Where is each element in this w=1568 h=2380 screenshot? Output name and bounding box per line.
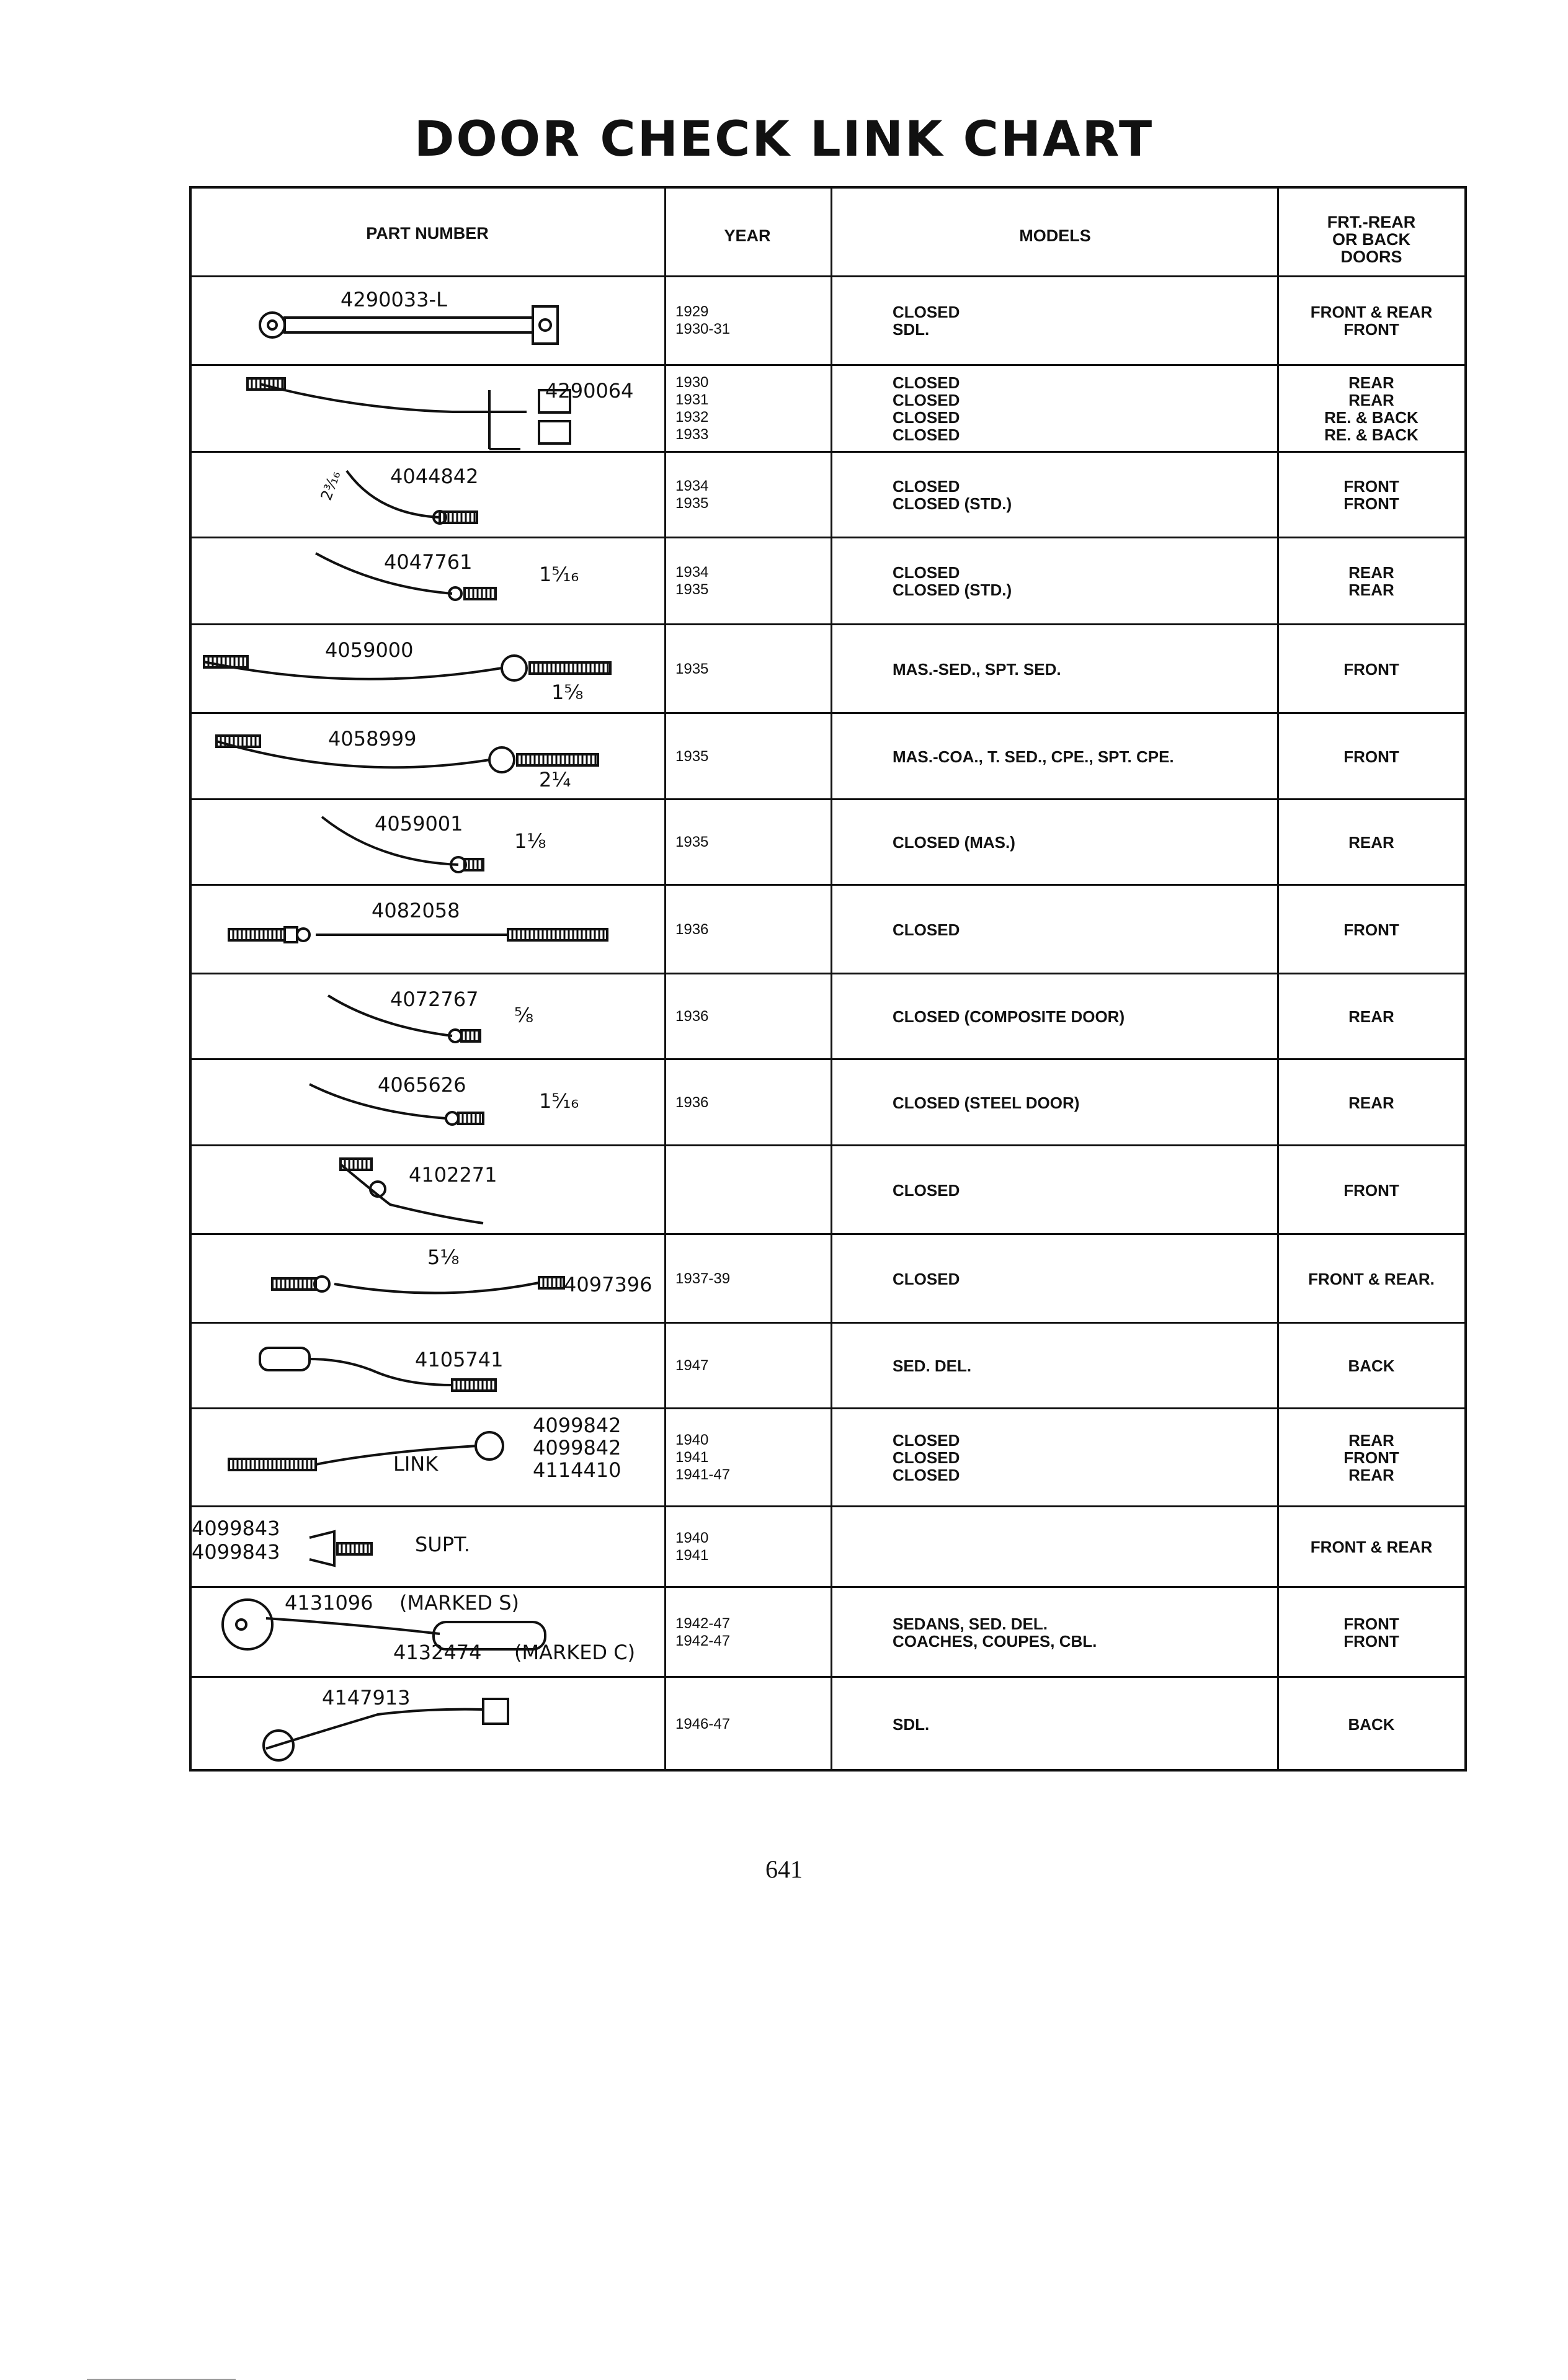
year-cell bbox=[675, 1677, 824, 1772]
part-cell bbox=[192, 275, 663, 365]
year-text: 1930 1931 1932 1933 bbox=[675, 374, 709, 443]
models-text: CLOSED CLOSED (STD.) bbox=[893, 477, 1012, 513]
year-cell bbox=[675, 625, 824, 713]
table-row bbox=[192, 452, 1464, 538]
models-text: SDL. bbox=[893, 1715, 930, 1734]
year-text: 1942-47 1942-47 bbox=[675, 1615, 731, 1649]
doors-text: FRONT bbox=[1343, 1180, 1399, 1200]
part-drawing bbox=[192, 713, 663, 800]
models-cell bbox=[893, 1234, 1271, 1323]
table-row bbox=[192, 625, 1464, 713]
year-text: 1935 bbox=[675, 747, 709, 765]
year-cell bbox=[675, 452, 824, 538]
part-number-label: SUPT. bbox=[415, 1533, 470, 1556]
part-number-label: 4099842 bbox=[533, 1436, 621, 1460]
models-cell bbox=[893, 1409, 1271, 1507]
doors-text: FRONT bbox=[1343, 920, 1399, 939]
table-row bbox=[192, 538, 1464, 625]
part-number-label: 4290064 bbox=[545, 379, 634, 403]
part-number-label: 5⅛ bbox=[427, 1246, 460, 1269]
year-text: 1935 bbox=[675, 834, 709, 850]
part-drawing bbox=[192, 365, 663, 452]
part-cell bbox=[192, 365, 663, 452]
doors-text: BACK bbox=[1348, 1715, 1395, 1734]
part-cell bbox=[192, 1059, 663, 1146]
year-cell bbox=[675, 365, 824, 452]
year-cell bbox=[675, 713, 824, 800]
models-text: CLOSED (COMPOSITE DOOR) bbox=[893, 1007, 1125, 1026]
part-number-label: 4072767 bbox=[390, 987, 479, 1011]
models-text: SED. DEL. bbox=[893, 1357, 972, 1375]
doors-text: REAR bbox=[1348, 1093, 1394, 1112]
year-cell bbox=[675, 1323, 824, 1409]
year-text: 1940 1941 bbox=[675, 1530, 709, 1564]
table-row bbox=[192, 365, 1464, 452]
year-cell bbox=[675, 1587, 824, 1677]
year-cell bbox=[675, 1146, 824, 1234]
doors-text: FRONT FRONT bbox=[1343, 477, 1399, 513]
table-row bbox=[192, 974, 1464, 1059]
part-number-label: 4147913 bbox=[322, 1686, 411, 1709]
doors-cell bbox=[1280, 625, 1463, 713]
models-cell bbox=[893, 885, 1271, 974]
year-cell bbox=[675, 885, 824, 974]
part-drawing bbox=[192, 1677, 663, 1772]
models-cell bbox=[893, 365, 1271, 452]
part-number-label: 1⅛ bbox=[514, 829, 546, 853]
year-text: 1935 bbox=[675, 660, 709, 677]
models-text: CLOSED bbox=[893, 1269, 960, 1288]
doors-text: REAR bbox=[1348, 1007, 1394, 1026]
models-cell bbox=[893, 452, 1271, 538]
doors-text: FRONT FRONT bbox=[1343, 1614, 1399, 1651]
part-drawing bbox=[192, 974, 663, 1059]
header-year: YEAR bbox=[724, 226, 771, 245]
models-cell bbox=[893, 1323, 1271, 1409]
year-text: 1940 1941 1941-47 bbox=[675, 1432, 731, 1483]
year-text: 1934 1935 bbox=[675, 478, 709, 512]
doors-cell bbox=[1280, 885, 1463, 974]
doors-cell bbox=[1280, 1059, 1463, 1146]
table-row bbox=[192, 1234, 1464, 1323]
models-cell bbox=[893, 713, 1271, 800]
year-text: 1936 bbox=[675, 920, 709, 938]
part-number-label: LINK bbox=[393, 1452, 439, 1476]
doors-cell bbox=[1280, 538, 1463, 625]
year-text: 1947 bbox=[675, 1357, 709, 1374]
models-cell bbox=[893, 1146, 1271, 1234]
doors-cell bbox=[1280, 452, 1463, 538]
part-number-label: 4059001 bbox=[375, 812, 463, 836]
part-cell bbox=[192, 452, 663, 538]
part-number-label: 4065626 bbox=[378, 1073, 466, 1097]
table-row bbox=[192, 1146, 1464, 1234]
part-cell bbox=[192, 1677, 663, 1772]
year-cell bbox=[675, 800, 824, 885]
part-number-label: 4099843 bbox=[192, 1517, 280, 1540]
models-cell bbox=[893, 1059, 1271, 1146]
header-models: MODELS bbox=[1019, 226, 1091, 245]
doors-cell bbox=[1280, 1323, 1463, 1409]
models-cell bbox=[893, 625, 1271, 713]
models-text: SEDANS, SED. DEL. COACHES, COUPES, CBL. bbox=[893, 1614, 1097, 1651]
table-row bbox=[192, 713, 1464, 800]
table-row bbox=[192, 800, 1464, 885]
year-cell bbox=[675, 1234, 824, 1323]
models-text: CLOSED bbox=[893, 920, 960, 939]
doors-cell bbox=[1280, 275, 1463, 365]
year-text: 1936 bbox=[675, 1008, 709, 1025]
part-number-label: 4097396 bbox=[564, 1273, 653, 1296]
year-cell bbox=[675, 1507, 824, 1587]
doors-cell bbox=[1280, 800, 1463, 885]
doors-text: REAR FRONT REAR bbox=[1343, 1431, 1399, 1484]
doors-cell bbox=[1280, 1587, 1463, 1677]
models-cell bbox=[893, 275, 1271, 365]
year-cell bbox=[675, 275, 824, 365]
models-cell bbox=[893, 800, 1271, 885]
part-cell bbox=[192, 1409, 663, 1507]
doors-cell bbox=[1280, 1507, 1463, 1587]
doors-text: REAR REAR bbox=[1348, 563, 1394, 599]
part-number-label: 4044842 bbox=[390, 465, 479, 488]
part-drawing bbox=[192, 1146, 663, 1234]
table-row bbox=[192, 275, 1464, 365]
doors-cell bbox=[1280, 1409, 1463, 1507]
table-row bbox=[192, 1059, 1464, 1146]
doors-text: REAR bbox=[1348, 833, 1394, 852]
part-cell bbox=[192, 974, 663, 1059]
year-text: 1936 bbox=[675, 1094, 709, 1111]
models-cell bbox=[893, 538, 1271, 625]
part-cell bbox=[192, 1507, 663, 1587]
models-text: MAS.-COA., T. SED., CPE., SPT. CPE. bbox=[893, 747, 1174, 766]
part-number-label: 4099843 bbox=[192, 1540, 280, 1564]
models-text: CLOSED SDL. bbox=[893, 302, 960, 339]
part-number-label: 4059000 bbox=[325, 638, 414, 662]
part-cell bbox=[192, 1323, 663, 1409]
models-text: CLOSED CLOSED CLOSED CLOSED bbox=[893, 373, 960, 444]
models-text: CLOSED CLOSED CLOSED bbox=[893, 1431, 960, 1484]
table-row bbox=[192, 1507, 1464, 1587]
part-number-label: (MARKED S) bbox=[399, 1591, 520, 1615]
doors-cell bbox=[1280, 974, 1463, 1059]
models-text: CLOSED (STEEL DOOR) bbox=[893, 1093, 1080, 1112]
part-number-label: 1⁵⁄₁₆ bbox=[539, 1089, 579, 1113]
part-drawing bbox=[192, 1059, 663, 1146]
doors-text: FRONT & REAR FRONT bbox=[1310, 302, 1433, 339]
doors-text: FRONT & REAR. bbox=[1308, 1269, 1435, 1288]
part-number-label: 4047761 bbox=[384, 550, 473, 574]
doors-text: BACK bbox=[1348, 1357, 1395, 1375]
year-text: 1929 1930-31 bbox=[675, 303, 731, 337]
table-row bbox=[192, 1409, 1464, 1507]
models-text: CLOSED bbox=[893, 1180, 960, 1200]
part-number-label: 1⁵⁄₁₆ bbox=[539, 563, 579, 586]
models-cell bbox=[893, 1677, 1271, 1772]
models-text: CLOSED (MAS.) bbox=[893, 833, 1015, 852]
models-text: MAS.-SED., SPT. SED. bbox=[893, 659, 1061, 679]
year-cell bbox=[675, 1059, 824, 1146]
door-check-link-table bbox=[189, 186, 1467, 1772]
doors-text: FRONT bbox=[1343, 747, 1399, 766]
part-cell bbox=[192, 800, 663, 885]
year-cell bbox=[675, 538, 824, 625]
year-cell bbox=[675, 1409, 824, 1507]
header-doors: FRT.-REAR OR BACK DOORS bbox=[1327, 213, 1416, 266]
year-text: 1937-39 bbox=[675, 1270, 731, 1287]
part-number-label: 1⁵⁄₈ bbox=[551, 680, 584, 704]
doors-text: FRONT & REAR bbox=[1310, 1538, 1433, 1556]
part-cell bbox=[192, 538, 663, 625]
part-number-label: 4114410 bbox=[533, 1458, 621, 1482]
doors-text: REAR REAR RE. & BACK RE. & BACK bbox=[1324, 373, 1419, 444]
part-number-label: 4099842 bbox=[533, 1414, 621, 1437]
part-number-label: (MARKED C) bbox=[514, 1641, 636, 1664]
doors-cell bbox=[1280, 365, 1463, 452]
part-cell bbox=[192, 885, 663, 974]
year-text: 1934 1935 bbox=[675, 564, 709, 598]
page-title: DOOR CHECK LINK CHART bbox=[414, 112, 1154, 167]
part-cell bbox=[192, 1587, 663, 1677]
models-cell bbox=[893, 974, 1271, 1059]
table-row bbox=[192, 885, 1464, 974]
part-number-label: 2¼ bbox=[539, 768, 571, 791]
part-number-label: 4105741 bbox=[415, 1348, 504, 1371]
part-cell bbox=[192, 625, 663, 713]
table-row bbox=[192, 1587, 1464, 1677]
part-number-label: 4058999 bbox=[328, 727, 417, 751]
part-number-label: 4132474 bbox=[393, 1641, 482, 1664]
doors-cell bbox=[1280, 1234, 1463, 1323]
part-cell bbox=[192, 1146, 663, 1234]
doors-cell bbox=[1280, 1146, 1463, 1234]
doors-text: FRONT bbox=[1343, 659, 1399, 679]
part-number-label: 4290033-L bbox=[341, 288, 447, 311]
models-text: CLOSED CLOSED (STD.) bbox=[893, 563, 1012, 599]
part-cell bbox=[192, 1234, 663, 1323]
page-number: 641 bbox=[765, 1855, 803, 1883]
part-cell bbox=[192, 713, 663, 800]
models-cell bbox=[893, 1507, 1271, 1587]
table-row bbox=[192, 1323, 1464, 1409]
doors-cell bbox=[1280, 1677, 1463, 1772]
header-part-number: PART NUMBER bbox=[366, 224, 489, 243]
table-row bbox=[192, 1677, 1464, 1772]
part-number-label: 2³⁄₁₆ bbox=[317, 468, 344, 503]
year-cell bbox=[675, 974, 824, 1059]
year-text: 1946-47 bbox=[675, 1716, 731, 1732]
part-number-label: 4102271 bbox=[409, 1163, 497, 1187]
models-cell bbox=[893, 1587, 1271, 1677]
part-drawing bbox=[192, 625, 663, 713]
part-number-label: ⅝ bbox=[514, 1004, 534, 1027]
doors-cell bbox=[1280, 713, 1463, 800]
part-number-label: 4082058 bbox=[372, 899, 460, 922]
part-number-label: 4131096 bbox=[285, 1591, 373, 1615]
